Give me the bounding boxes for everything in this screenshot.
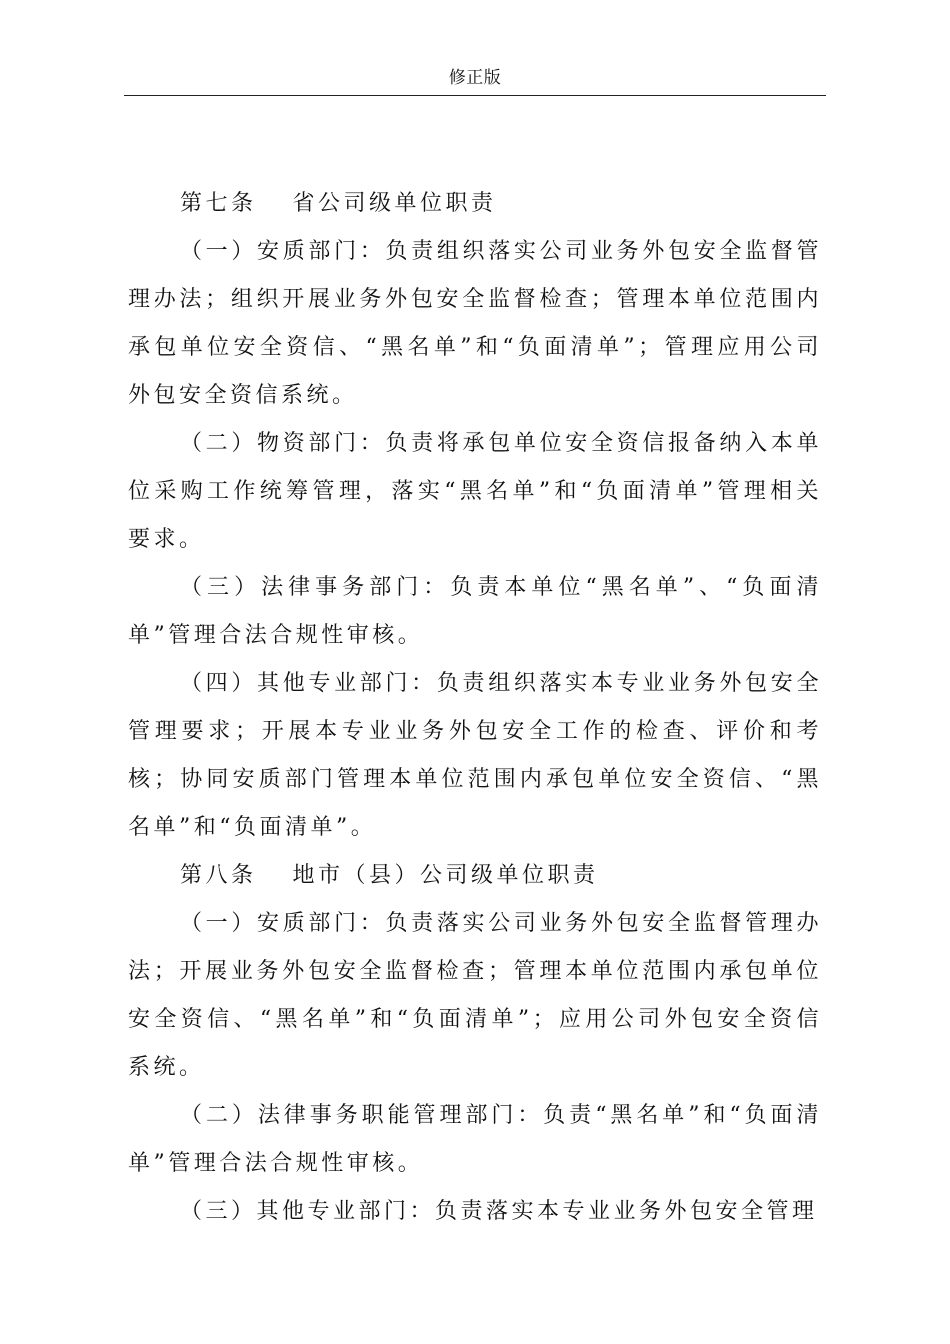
article-7-paragraph-3: （三）法律事务部门：负责本单位“黑名单”、“负面清单”管理合法合规性审核。 <box>128 575 822 648</box>
header-divider <box>124 95 826 96</box>
article-8-paragraph-3: （三）其他专业部门：负责落实本专业业务外包安全管理 <box>180 1199 818 1224</box>
article-7-paragraph-2: （二）物资部门：负责将承包单位安全资信报备纳入本单位采购工作统筹管理，落实“黑名单”和“负面清单”管理相关要求。 <box>128 431 822 552</box>
article-7-paragraph-4: （四）其他专业部门：负责组织落实本专业业务外包安全管理要求；开展本专业业务外包安全工作的检查、评价和考核；协同安质部门管理本单位范围内承包单位安全资信、“黑名单”和“负面清单”。 <box>128 671 822 840</box>
page-header-title: 修正版 <box>448 68 502 88</box>
article-8-heading: 第八条 地市（县）公司级单位职责 <box>180 863 599 888</box>
article-7-heading: 第七条 省公司级单位职责 <box>180 191 497 216</box>
article-8-paragraph-1: （一）安质部门：负责落实公司业务外包安全监督管理办法；开展业务外包安全监督检查；管理本单位范围内承包单位安全资信、“黑名单”和“负面清单”；应用公司外包安全资信系统。 <box>128 911 822 1080</box>
article-7-paragraph-1: （一）安质部门：负责组织落实公司业务外包安全监督管理办法；组织开展业务外包安全监督检查；管理本单位范围内承包单位安全资信、“黑名单”和“负面清单”；管理应用公司外包安全资信系统。 <box>128 239 822 408</box>
document-body <box>128 180 822 1236</box>
article-8-paragraph-2: （二）法律事务职能管理部门：负责“黑名单”和“负面清单”管理合法合规性审核。 <box>128 1103 822 1176</box>
